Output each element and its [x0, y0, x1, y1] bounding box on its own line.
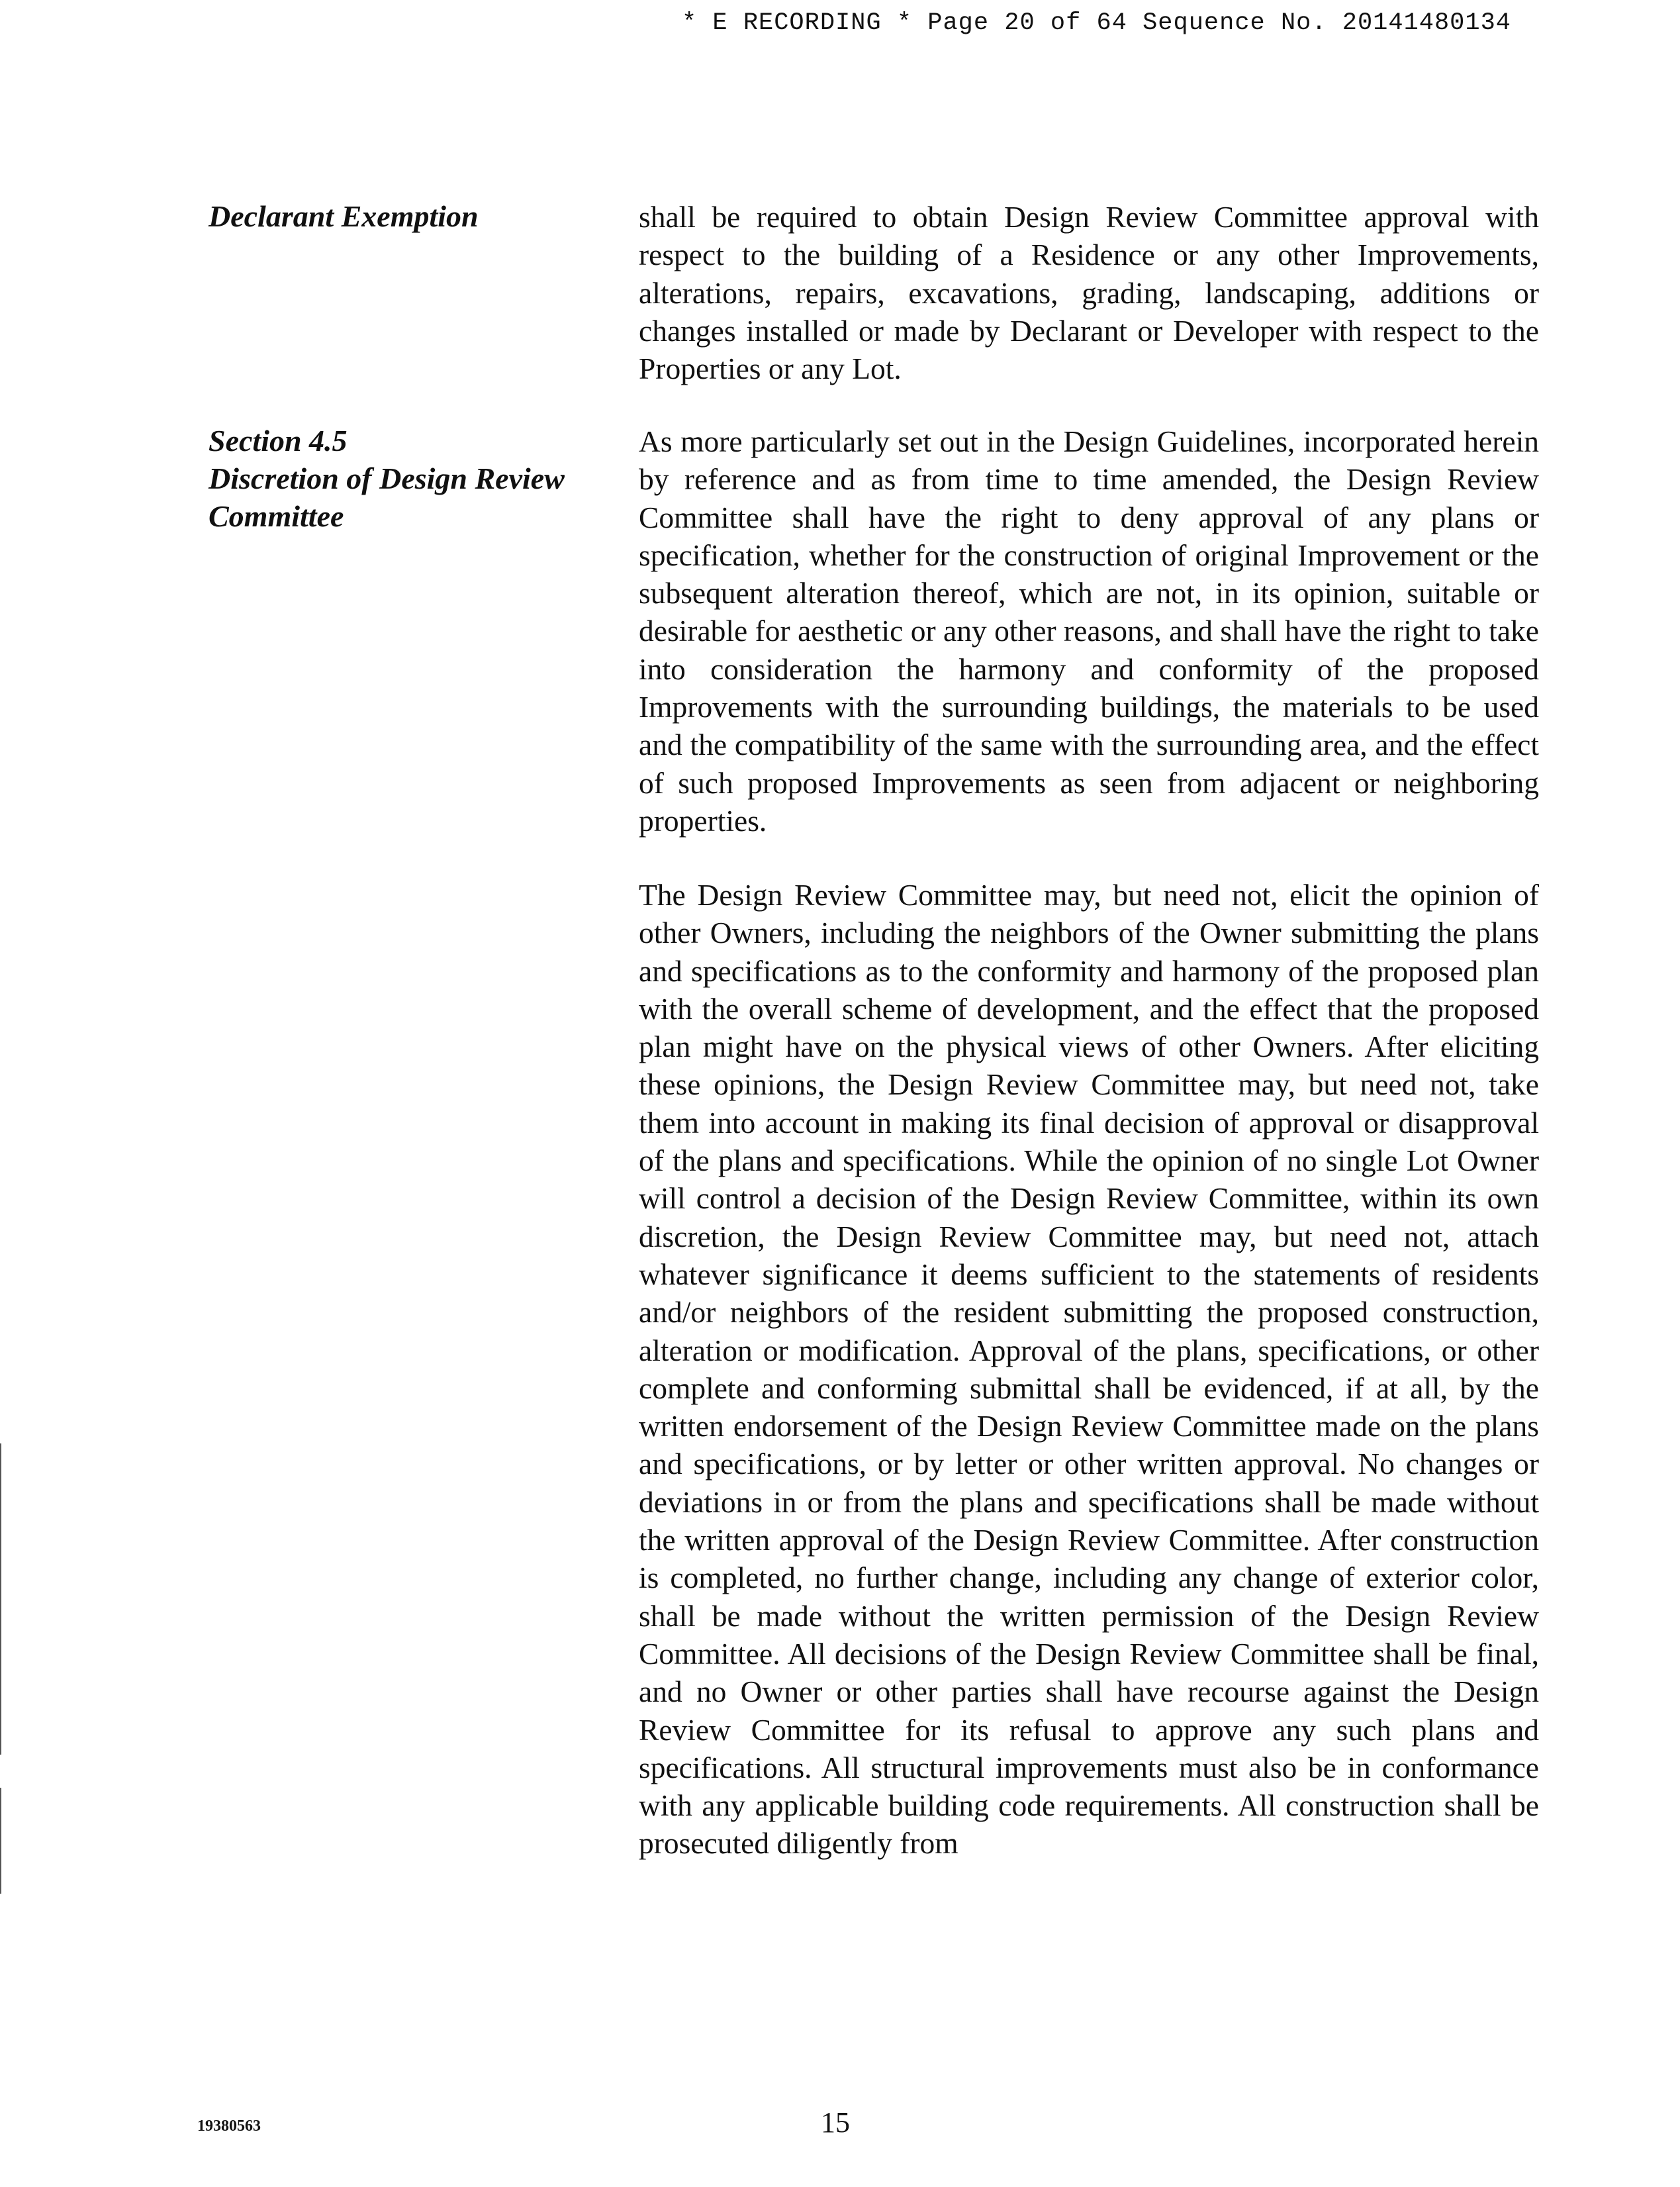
document-code: 19380563 [197, 2117, 261, 2135]
section-body-declarant-exemption [639, 198, 1539, 387]
scan-edge-mark [0, 1443, 1, 1755]
page-number: 15 [821, 2106, 850, 2139]
scan-edge-mark [0, 1788, 1, 1894]
recording-header: * E RECORDING * Page 20 of 64 Sequence No. 20141480134 [682, 9, 1511, 37]
section-label-line: Section 4.5 [209, 424, 348, 458]
section-label-line: Discretion of Design Review [209, 462, 565, 495]
paragraph: shall be required to obtain Design Review Committee approval with respect to the building of a Residence or any other Improvements, alterations, repairs, excavations, grading, landscaping, additions or changes installed or made by Declarant or Developer with respect to the Properties or any Lot. [639, 200, 1539, 386]
section-label-line: Committee [209, 499, 344, 533]
paragraph: As more particularly set out in the Design Guidelines, incorporated herein by reference and as from time to time amended, the Design Review Committee shall have the right to deny approval of any plans or specification, whether for the construction of original Improvement or the subsequent alteration thereof, which are not, in its opinion, suitable or desirable for aesthetic or any other reasons, and shall have the right to take into consideration the harmony and conformity of the proposed Improvements with the surrounding buildings, the materials to be used and the compatibility of the same with the surrounding area, and the effect of such proposed Improvements as seen from adjacent or neighboring properties. [639, 424, 1539, 838]
section-body-4-5-para-1 [639, 422, 1539, 840]
section-label-line: Declarant Exemption [209, 199, 479, 233]
paragraph: The Design Review Committee may, but need not, elicit the opinion of other Owners, including the neighbors of the Owner submitting the plans and specifications as to the conformity and harmony of the proposed plan with the overall scheme of development, and the effect that the proposed plan might have on the physical views of other Owners. After eliciting these opinions, the Design Review Committee may, but need not, take them into account in making its final decision of approval or disapproval of the plans and specifications. While the opinion of no single Lot Owner will control a decision of the Design Review Committee, within its own discretion, the Design Review Committee may, but need not, attach whatever significance it deems sufficient to the statements of residents and/or neighbors of the resident submitting the proposed construction, alteration or modification. Approval of the plans, specifications, or other complete and conforming submittal shall be evidenced, if at all, by the written endorsement of the Design Review Committee made on the plans and specifications, or by letter or other written approval. No changes or deviations in or from the plans and specifications shall be made without the written approval of the Design Review Committee. After construction is completed, no further change, including any change of exterior color, shall be made without the written permission of the Design Review Committee. All decisions of the Design Review Committee shall be final, and no Owner or other parties shall have recourse against the Design Review Committee for its refusal to approve any such plans and specifications. All structural improvements must also be in conformance with any applicable building code requirements. All construction shall be prosecuted diligently from [639, 878, 1539, 1861]
section-label-4-5 [209, 422, 619, 535]
section-label-declarant-exemption [209, 197, 619, 235]
section-body-4-5-para-2 [639, 876, 1539, 1863]
